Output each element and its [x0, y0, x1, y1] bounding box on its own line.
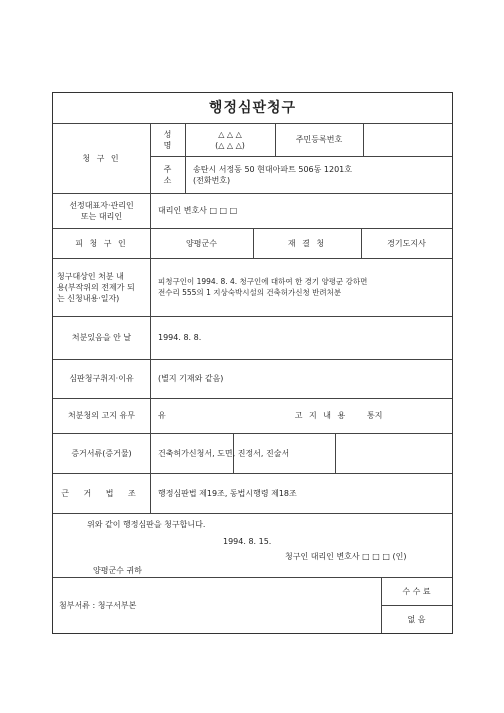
name-value-line: △ △ △ — [218, 129, 242, 139]
subject-value — [158, 258, 450, 316]
phone-line: (전화번호) — [193, 175, 231, 185]
subject-label-line: 청구대상인 처분 내 — [57, 271, 124, 281]
name-label-line: 명 — [163, 140, 172, 150]
notice-content-value: 통지 — [367, 411, 383, 420]
name-label — [150, 123, 185, 156]
fee-value: 없 음 — [407, 614, 426, 624]
address-value — [193, 156, 448, 193]
statement-text: 위와 같이 행정심판을 청구합니다. — [87, 520, 206, 529]
purpose-value: (별지 기재와 같음) — [158, 374, 224, 383]
form-title: 행정심판청구 — [208, 99, 297, 116]
evidence-value: 건축허가신청서, 도면, 진정서, 진술서 — [158, 448, 290, 458]
representative-value: 대리인 변호사 □ □ □ — [158, 206, 238, 215]
statement-signer: 청구인 대리인 변호사 □ □ □ (인) — [285, 552, 407, 561]
address-label-line: 소 — [163, 175, 172, 185]
resident-id-value — [363, 123, 452, 156]
name-value — [185, 123, 275, 156]
subject-label-line: 는 신청내용·일자) — [57, 293, 120, 303]
legal-basis-value: 행정심판법 제19조, 동법시행령 제18조 — [158, 488, 297, 498]
subject-label-line: 용(부작위의 전제가 되 — [57, 282, 135, 292]
representative-label — [53, 193, 150, 228]
subject-label — [57, 258, 147, 316]
name-value-line: (△ △ △) — [215, 140, 245, 150]
attachments-label: 첨부서류 : 청구서부본 — [59, 600, 137, 610]
name-label-line: 성 — [163, 129, 172, 139]
address-label — [150, 156, 185, 193]
known-date-label: 처분있음을 안 날 — [71, 333, 132, 342]
notice-content-label: 고 지 내 용 — [294, 411, 348, 420]
resident-id-label: 주민등록번호 — [295, 135, 343, 144]
respondent-label: 피 청 구 인 — [75, 238, 128, 248]
decision-authority-label: 재 결 청 — [287, 238, 327, 248]
notice-value: 유 — [158, 411, 166, 420]
representative-label-line: 선정대표자·관리인 — [69, 200, 134, 210]
respondent-value: 양평군수 — [186, 238, 217, 248]
purpose-label: 심판청구취지·이유 — [69, 374, 134, 383]
legal-basis-label: 근 거 법 조 — [61, 488, 142, 498]
notice-label: 처분청의 고지 유무 — [68, 411, 135, 420]
subject-line: 전수리 555의 1 지상숙박시설의 건축허가신청 반려처분 — [158, 288, 342, 297]
subject-line: 피청구인이 1994. 8. 4. 청구인에 대하여 한 경기 양평군 강하면 — [158, 277, 368, 286]
address-label-line: 주 — [163, 164, 172, 174]
administrative-appeal-form — [52, 92, 453, 634]
evidence-label: 증거서류(증거물) — [71, 448, 132, 458]
representative-label-line: 또는 대리인 — [80, 211, 123, 221]
claimant-label: 청 구 인 — [82, 153, 121, 163]
decision-authority-value: 경기도지사 — [387, 238, 426, 248]
fee-label: 수 수 료 — [402, 586, 431, 596]
grid-line — [53, 513, 452, 514]
address-line: 송탄시 서정동 50 현대아파트 506동 1201호 — [193, 164, 352, 174]
known-date-value: 1994. 8. 8. — [158, 333, 202, 342]
statement-date: 1994. 8. 15. — [223, 537, 272, 546]
statement-addressee: 양평군수 귀하 — [93, 566, 142, 575]
